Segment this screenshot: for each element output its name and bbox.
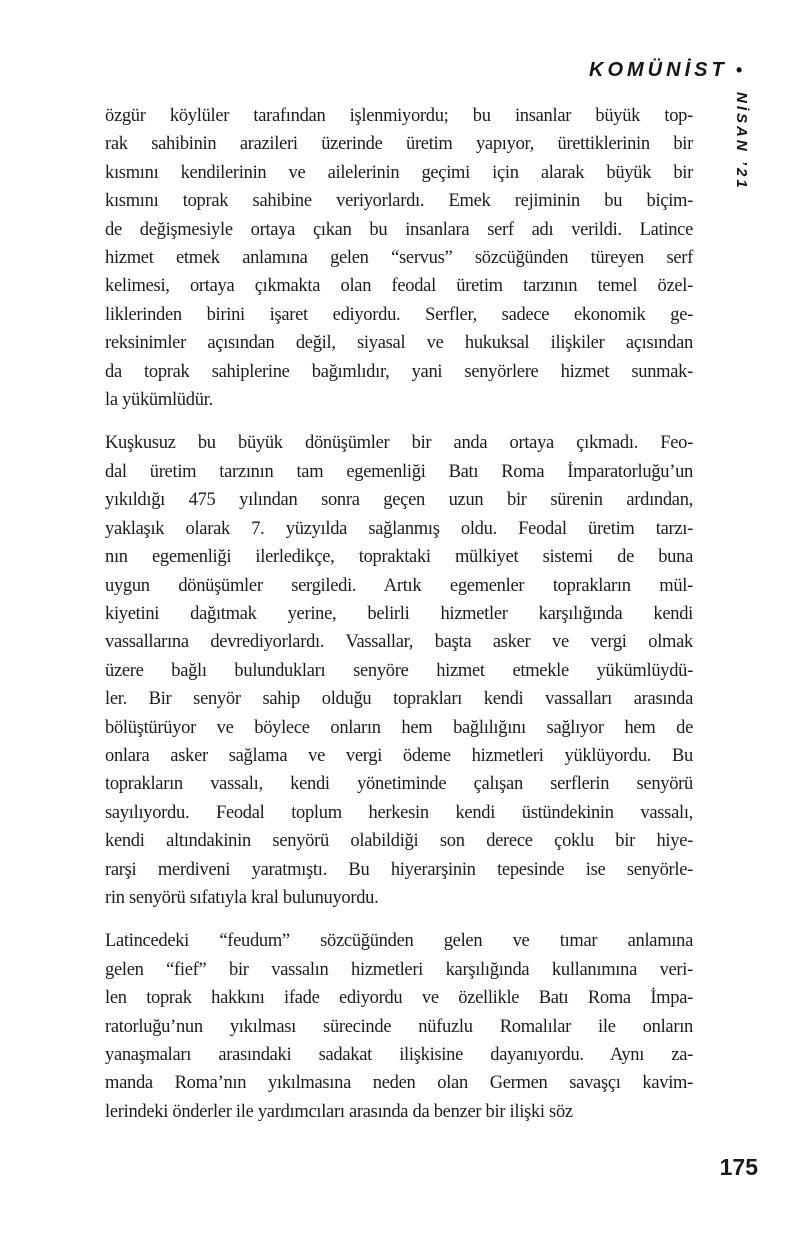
text-line: onlara asker sağlama ve vergi ödeme hizmetleri yüklüyordu. Bu bbox=[105, 745, 693, 766]
bullet-icon: • bbox=[735, 60, 742, 80]
issue-date-vertical: NİSAN ’21 bbox=[733, 92, 750, 191]
text-line: kendi altındakinin senyörü olabildiği son derece çoklu bir hiye- bbox=[105, 831, 693, 852]
magazine-title: KOMÜNİST bbox=[589, 59, 728, 81]
text-line: nın egemenliği ilerledikçe, topraktaki mülkiyet sistemi de buna bbox=[105, 547, 693, 568]
text-line: yanaşmaları arasındaki sadakat ilişkisine dayanıyordu. Aynı za- bbox=[105, 1045, 693, 1065]
page-number: 175 bbox=[719, 1154, 758, 1180]
text-line: Kuşkusuz bu büyük dönüşümler bir anda ortaya çıkmadı. Feo- bbox=[105, 433, 693, 454]
text-line: Latincedeki “feudum” sözcüğünden gelen ve tımar anlamına bbox=[105, 931, 693, 952]
text-line: yıkıldığı 475 yılından sonra geçen uzun bir sürenin ardından, bbox=[105, 490, 693, 511]
text-line: toprakların vassalı, kendi yönetiminde çalışan serflerin senyörü bbox=[105, 774, 693, 795]
text-line: kelimesi, ortaya çıkmakta olan feodal üretim tarzının temel özel- bbox=[105, 276, 693, 297]
page-header bbox=[589, 59, 742, 82]
text-line: liklerinden birini işaret ediyordu. Serfler, sadece ekonomik ge- bbox=[105, 304, 693, 325]
text-line: hizmet etmek anlamına gelen “servus” sözcüğünden türeyen serf bbox=[105, 248, 693, 269]
text-line: kısmını kendilerinin ve ailelerinin geçimi için alarak büyük bir bbox=[105, 162, 693, 183]
paragraph bbox=[105, 927, 693, 1126]
text-line: kısmını toprak sahibine veriyorlardı. Emek rejiminin bu biçim- bbox=[105, 191, 693, 212]
text-line: rin senyörü sıfatıyla kral bulunuyordu. bbox=[105, 887, 379, 908]
text-line: üzere bağlı bulundukları senyöre hizmet etmekle yükümlüydü- bbox=[105, 660, 693, 681]
paragraph bbox=[105, 102, 693, 414]
text-line: bölüştürüyor ve böylece onların hem bağlılığını sağlıyor hem de bbox=[105, 717, 693, 738]
text-line: yaklaşık olarak 7. yüzyılda sağlanmış oldu. Feodal üretim tarzı- bbox=[105, 518, 693, 539]
text-line: dal üretim tarzının tam egemenliği Batı Roma İmparatorluğu’un bbox=[105, 461, 693, 482]
text-line: ratorluğu’nun yıkılması sürecinde nüfuzlu Romalılar ile onların bbox=[105, 1016, 693, 1037]
text-line: lerindeki önderler ile yardımcıları arasında da benzer bir ilişki söz bbox=[105, 1101, 573, 1122]
text-line: len toprak hakkını ifade ediyordu ve özellikle Batı Roma İmpa- bbox=[105, 988, 693, 1009]
text-line: la yükümlüdür. bbox=[105, 390, 213, 411]
text-line: de değişmesiyle ortaya çıkan bu insanlara serf adı verildi. Latince bbox=[105, 219, 693, 240]
text-line: rarşi merdiveni yaratmıştı. Bu hiyerarşinin tepesinde ise senyörle- bbox=[105, 859, 693, 880]
text-line: gelen “fief” bir vassalın hizmetleri karşılığında kullanımına veri- bbox=[105, 959, 693, 980]
text-line: reksinimler açısından değil, siyasal ve hukuksal ilişkiler açısından bbox=[105, 333, 693, 354]
text-line: rak sahibinin arazileri üzerinde üretim yapıyor, ürettiklerinin bir bbox=[105, 134, 693, 155]
text-line: uygun dönüşümler sergiledi. Artık egemenler toprakların mül- bbox=[105, 575, 693, 596]
text-line: da toprak sahiplerine bağımlıdır, yani senyörlere hizmet sunmak- bbox=[105, 361, 693, 382]
body-text bbox=[105, 102, 693, 1126]
text-line: vassallarına devrediyorlardı. Vassallar, başta asker ve vergi olmak bbox=[105, 632, 693, 653]
text-line: ler. Bir senyör sahip olduğu toprakları kendi vassalları arasında bbox=[105, 689, 693, 710]
text-line: sayılıyordu. Feodal toplum herkesin kendi üstündekinin vassalı, bbox=[105, 802, 693, 823]
text-line: özgür köylüler tarafından işlenmiyordu; bu insanlar büyük top- bbox=[105, 106, 693, 126]
text-line: kiyetini dağıtmak yerine, belirli hizmetler karşılığında kendi bbox=[105, 603, 693, 624]
text-line: manda Roma’nın yıkılmasına neden olan Germen savaşçı kavim- bbox=[105, 1073, 693, 1094]
paragraph bbox=[105, 429, 693, 912]
